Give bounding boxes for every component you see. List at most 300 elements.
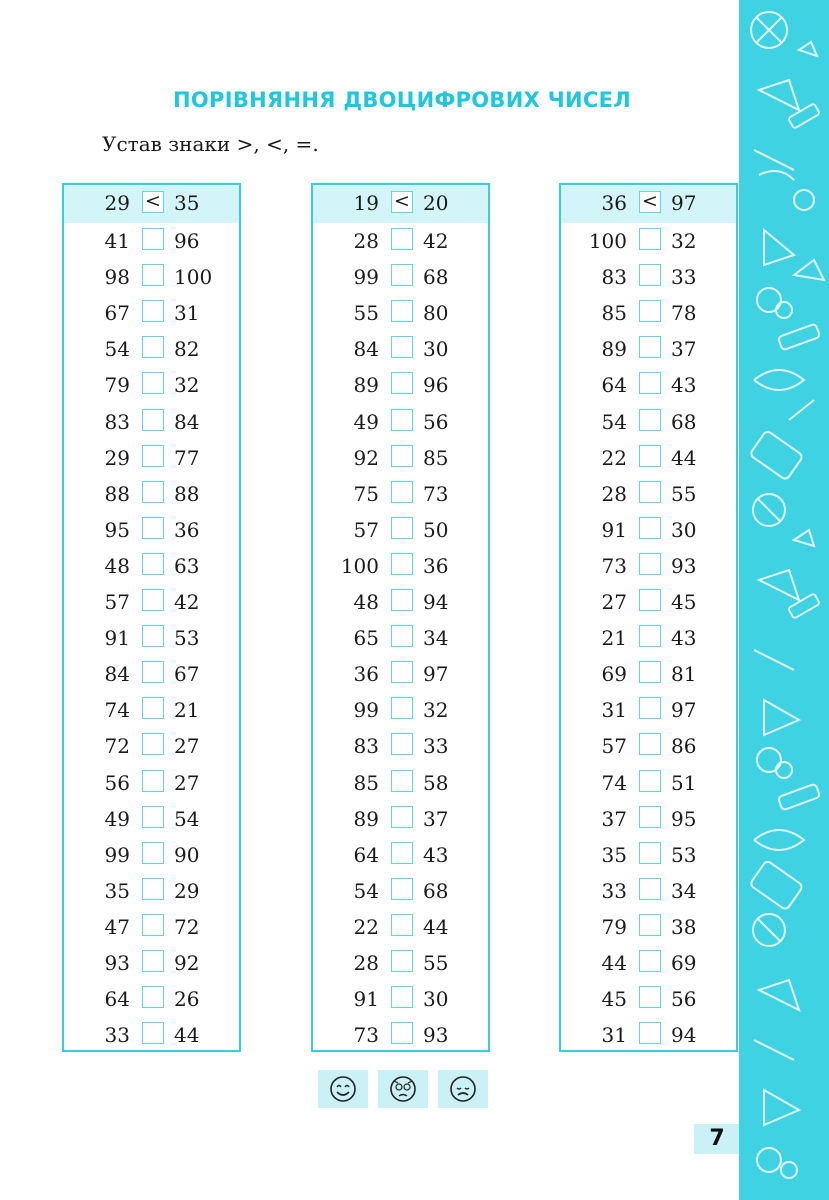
sign-input-box[interactable] <box>639 336 661 358</box>
sign-input-box[interactable] <box>142 697 164 719</box>
left-number: 22 <box>601 445 627 470</box>
right-number: 73 <box>423 481 449 506</box>
sign-input-box[interactable] <box>639 625 661 647</box>
comparison-row <box>313 909 488 945</box>
comparison-row <box>561 476 736 512</box>
right-number: 56 <box>671 987 697 1012</box>
left-number: 47 <box>104 914 130 939</box>
right-number: 35 <box>174 191 200 215</box>
right-number: 43 <box>671 373 697 398</box>
sign-input-box[interactable] <box>639 553 661 575</box>
left-number: 74 <box>601 770 627 795</box>
left-number: 100 <box>340 553 379 578</box>
comparison-row <box>561 512 736 548</box>
left-number: 89 <box>601 337 627 362</box>
left-number: 79 <box>104 373 130 398</box>
comparison-row <box>313 692 488 728</box>
right-number: 44 <box>423 914 449 939</box>
right-number: 63 <box>174 553 200 578</box>
comparison-row <box>561 620 736 656</box>
right-number: 68 <box>423 878 449 903</box>
sign-input-box[interactable] <box>639 806 661 828</box>
left-number: 49 <box>104 806 130 831</box>
right-number: 38 <box>671 914 697 939</box>
comparison-row <box>64 765 239 801</box>
right-number: 93 <box>671 553 697 578</box>
comparison-row <box>64 728 239 764</box>
comparison-row <box>64 295 239 331</box>
left-number: 37 <box>601 806 627 831</box>
left-number: 93 <box>104 951 130 975</box>
sign-input-box[interactable] <box>391 986 413 1008</box>
left-number: 57 <box>601 734 627 759</box>
comparison-row <box>561 873 736 909</box>
comparison-row <box>64 873 239 909</box>
comparison-column-2 <box>311 183 490 1052</box>
right-number: 77 <box>174 445 200 470</box>
left-number: 91 <box>104 626 130 651</box>
right-number: 30 <box>423 987 449 1012</box>
right-number: 84 <box>174 409 200 434</box>
left-number: 35 <box>104 878 130 903</box>
comparison-row <box>64 837 239 873</box>
right-number: 37 <box>671 337 697 362</box>
right-number: 53 <box>671 842 697 867</box>
example-row <box>313 185 488 223</box>
sign-box: < <box>142 191 164 213</box>
left-number: 44 <box>601 951 627 975</box>
comparison-row <box>64 548 239 584</box>
right-number: 33 <box>671 265 697 290</box>
comparison-row <box>64 476 239 512</box>
right-number: 43 <box>671 626 697 651</box>
comparison-row <box>64 404 239 440</box>
sign-input-box[interactable] <box>142 878 164 900</box>
comparison-row <box>561 909 736 945</box>
comparison-row <box>561 765 736 801</box>
sign-input-box[interactable] <box>142 264 164 286</box>
comparison-row <box>64 440 239 476</box>
self-assessment <box>318 1070 488 1108</box>
comparison-row <box>313 801 488 837</box>
right-number: 32 <box>174 373 200 398</box>
left-number: 89 <box>353 373 379 398</box>
comparison-column-1 <box>62 183 241 1052</box>
right-number: 67 <box>174 662 200 687</box>
sign-box: < <box>391 191 413 213</box>
sign-input-box[interactable] <box>391 553 413 575</box>
left-number: 54 <box>601 409 627 434</box>
happy-face-icon[interactable] <box>318 1070 368 1108</box>
left-number: 29 <box>104 191 130 215</box>
sad-face-icon[interactable] <box>438 1070 488 1108</box>
left-number: 74 <box>104 698 130 723</box>
left-number: 64 <box>104 987 130 1012</box>
sign-input-box[interactable] <box>142 625 164 647</box>
comparison-row <box>313 837 488 873</box>
comparison-row <box>561 801 736 837</box>
comparison-row <box>64 801 239 837</box>
sign-input-box[interactable] <box>391 770 413 792</box>
comparison-row <box>64 1017 239 1053</box>
left-number: 83 <box>104 409 130 434</box>
sign-input-box[interactable] <box>639 300 661 322</box>
left-number: 33 <box>104 1023 130 1048</box>
sign-input-box[interactable] <box>391 372 413 394</box>
left-number: 85 <box>601 301 627 326</box>
sign-input-box[interactable] <box>142 842 164 864</box>
right-number: 68 <box>671 409 697 434</box>
comparison-row <box>313 259 488 295</box>
left-number: 67 <box>104 301 130 326</box>
right-number: 95 <box>671 806 697 831</box>
comparison-row <box>561 656 736 692</box>
sign-input-box[interactable] <box>391 589 413 611</box>
sign-input-box[interactable] <box>142 733 164 755</box>
sign-input-box[interactable] <box>142 950 164 972</box>
left-number: 31 <box>601 698 627 723</box>
sign-input-box[interactable] <box>639 986 661 1008</box>
comparison-row <box>561 837 736 873</box>
comparison-row <box>561 223 736 259</box>
comparison-row <box>313 440 488 476</box>
sign-input-box[interactable] <box>142 1022 164 1044</box>
left-number: 89 <box>353 806 379 831</box>
left-number: 92 <box>353 445 379 470</box>
sign-input-box[interactable] <box>639 409 661 431</box>
page-number: 7 <box>694 1124 740 1154</box>
sign-input-box[interactable] <box>391 806 413 828</box>
page-title: ПОРІВНЯННЯ ДВОЦИФРОВИХ ЧИСЕЛ <box>173 88 631 112</box>
comparison-row <box>313 981 488 1017</box>
sign-input-box[interactable] <box>639 445 661 467</box>
right-number: 80 <box>423 301 449 326</box>
right-number: 26 <box>174 987 200 1012</box>
comparison-row <box>313 584 488 620</box>
right-number: 29 <box>174 878 200 903</box>
right-number: 44 <box>174 1023 200 1048</box>
right-number: 34 <box>671 878 697 903</box>
right-number: 88 <box>174 481 200 506</box>
right-number: 78 <box>671 301 697 326</box>
left-number: 100 <box>588 229 627 253</box>
right-number: 72 <box>174 914 200 939</box>
right-number: 96 <box>423 373 449 398</box>
left-number: 99 <box>104 842 130 867</box>
left-number: 64 <box>353 842 379 867</box>
sign-input-box[interactable] <box>639 842 661 864</box>
right-number: 53 <box>174 626 200 651</box>
sign-input-box[interactable] <box>639 733 661 755</box>
sign-input-box[interactable] <box>639 950 661 972</box>
comparison-row <box>64 367 239 403</box>
left-number: 79 <box>601 914 627 939</box>
sign-input-box[interactable] <box>391 697 413 719</box>
instruction-text: Устав знаки >, <, =. <box>102 132 319 156</box>
comparison-row <box>313 1017 488 1053</box>
left-number: 28 <box>353 951 379 975</box>
sign-input-box[interactable] <box>142 806 164 828</box>
right-number: 94 <box>671 1023 697 1048</box>
comparison-row <box>561 548 736 584</box>
comparison-row <box>64 331 239 367</box>
sign-input-box[interactable] <box>639 661 661 683</box>
comparison-row <box>313 331 488 367</box>
left-number: 28 <box>601 481 627 506</box>
sign-input-box[interactable] <box>142 770 164 792</box>
right-number: 69 <box>671 951 697 975</box>
comparison-row <box>313 728 488 764</box>
left-number: 91 <box>353 987 379 1012</box>
sign-input-box[interactable] <box>391 878 413 900</box>
left-number: 48 <box>104 553 130 578</box>
left-number: 36 <box>601 191 627 215</box>
sign-input-box[interactable] <box>391 517 413 539</box>
sign-input-box[interactable] <box>391 336 413 358</box>
left-number: 56 <box>104 770 130 795</box>
sign-input-box[interactable] <box>142 445 164 467</box>
comparison-row <box>64 945 239 981</box>
sign-input-box[interactable] <box>639 770 661 792</box>
comparison-row <box>64 223 239 259</box>
sign-input-box[interactable] <box>391 445 413 467</box>
sign-input-box[interactable] <box>142 553 164 575</box>
right-number: 90 <box>174 842 200 867</box>
left-number: 91 <box>601 517 627 542</box>
sign-input-box[interactable] <box>142 914 164 936</box>
right-number: 51 <box>671 770 697 795</box>
left-number: 88 <box>104 481 130 506</box>
comparison-row <box>561 728 736 764</box>
right-number: 58 <box>423 770 449 795</box>
right-number: 100 <box>174 265 213 290</box>
sign-input-box[interactable] <box>639 372 661 394</box>
comparison-row <box>64 981 239 1017</box>
left-number: 98 <box>104 265 130 290</box>
left-number: 99 <box>353 265 379 290</box>
left-number: 57 <box>353 517 379 542</box>
sign-input-box[interactable] <box>391 950 413 972</box>
comparison-column-3 <box>559 183 738 1052</box>
example-row <box>64 185 239 223</box>
left-number: 54 <box>353 878 379 903</box>
left-number: 22 <box>353 914 379 939</box>
left-number: 48 <box>353 590 379 614</box>
comparison-row <box>561 404 736 440</box>
left-number: 84 <box>353 337 379 362</box>
left-number: 57 <box>104 590 130 614</box>
left-number: 83 <box>353 734 379 759</box>
comparison-row <box>561 367 736 403</box>
right-number: 33 <box>423 734 449 759</box>
left-number: 21 <box>601 626 627 651</box>
sign-input-box[interactable] <box>391 914 413 936</box>
comparison-row <box>561 945 736 981</box>
surprised-face-icon[interactable] <box>378 1070 428 1108</box>
right-number: 68 <box>423 265 449 290</box>
left-number: 54 <box>104 337 130 362</box>
math-doodle-pattern-icon <box>739 0 829 1200</box>
left-number: 27 <box>601 590 627 614</box>
sign-input-box[interactable] <box>142 481 164 503</box>
sign-input-box[interactable] <box>391 625 413 647</box>
left-number: 83 <box>601 265 627 290</box>
right-number: 93 <box>423 1023 449 1048</box>
right-number: 21 <box>174 698 200 723</box>
left-number: 85 <box>353 770 379 795</box>
comparison-row <box>561 295 736 331</box>
sign-input-box[interactable] <box>142 986 164 1008</box>
right-number: 55 <box>671 481 697 506</box>
sign-input-box[interactable] <box>391 1022 413 1044</box>
example-row <box>561 185 736 223</box>
sign-input-box[interactable] <box>142 517 164 539</box>
right-number: 97 <box>671 698 697 723</box>
right-number: 56 <box>423 409 449 434</box>
left-number: 31 <box>601 1023 627 1048</box>
comparison-row <box>561 692 736 728</box>
sign-input-box[interactable] <box>639 264 661 286</box>
left-number: 72 <box>104 734 130 759</box>
left-number: 55 <box>353 301 379 326</box>
comparison-row <box>313 873 488 909</box>
sign-input-box[interactable] <box>391 264 413 286</box>
right-number: 92 <box>174 951 200 975</box>
left-number: 95 <box>104 517 130 542</box>
comparison-row <box>561 259 736 295</box>
comparison-row <box>561 1017 736 1053</box>
right-number: 43 <box>423 842 449 867</box>
right-number: 94 <box>423 590 449 614</box>
right-number: 30 <box>423 337 449 362</box>
left-number: 73 <box>353 1023 379 1048</box>
right-number: 42 <box>423 229 449 253</box>
left-number: 65 <box>353 626 379 651</box>
left-number: 49 <box>353 409 379 434</box>
sign-input-box[interactable] <box>639 914 661 936</box>
left-number: 69 <box>601 662 627 687</box>
left-number: 99 <box>353 698 379 723</box>
right-number: 31 <box>174 301 200 326</box>
left-number: 33 <box>601 878 627 903</box>
left-number: 75 <box>353 481 379 506</box>
left-number: 35 <box>601 842 627 867</box>
sign-input-box[interactable] <box>142 589 164 611</box>
comparison-row <box>313 620 488 656</box>
right-number: 97 <box>423 662 449 687</box>
comparison-row <box>313 476 488 512</box>
right-number: 86 <box>671 734 697 759</box>
comparison-row <box>561 981 736 1017</box>
right-number: 45 <box>671 590 697 614</box>
comparison-row <box>64 584 239 620</box>
comparison-row <box>313 223 488 259</box>
sign-input-box[interactable] <box>639 589 661 611</box>
sign-input-box[interactable] <box>639 878 661 900</box>
sign-box: < <box>639 191 661 213</box>
sign-input-box[interactable] <box>142 300 164 322</box>
left-number: 73 <box>601 553 627 578</box>
comparison-row <box>64 259 239 295</box>
decorative-math-border <box>739 0 829 1200</box>
left-number: 28 <box>353 229 379 253</box>
comparison-row <box>64 512 239 548</box>
left-number: 84 <box>104 662 130 687</box>
right-number: 32 <box>423 698 449 723</box>
right-number: 97 <box>671 191 697 215</box>
left-number: 19 <box>353 191 379 215</box>
comparison-row <box>64 692 239 728</box>
sign-input-box[interactable] <box>639 517 661 539</box>
comparison-row <box>313 512 488 548</box>
right-number: 55 <box>423 951 449 975</box>
sign-input-box[interactable] <box>142 336 164 358</box>
sign-input-box[interactable] <box>391 481 413 503</box>
sign-input-box[interactable] <box>142 661 164 683</box>
sign-input-box[interactable] <box>391 409 413 431</box>
sign-input-box[interactable] <box>639 228 661 250</box>
right-number: 42 <box>174 590 200 614</box>
sign-input-box[interactable] <box>391 842 413 864</box>
right-number: 85 <box>423 445 449 470</box>
right-number: 37 <box>423 806 449 831</box>
right-number: 81 <box>671 662 697 687</box>
right-number: 36 <box>174 517 200 542</box>
right-number: 32 <box>671 229 697 253</box>
right-number: 44 <box>671 445 697 470</box>
comparison-row <box>561 331 736 367</box>
comparison-row <box>561 584 736 620</box>
comparison-row <box>313 945 488 981</box>
comparison-row <box>64 656 239 692</box>
sign-input-box[interactable] <box>639 697 661 719</box>
sign-input-box[interactable] <box>639 481 661 503</box>
comparison-row <box>64 620 239 656</box>
right-number: 27 <box>174 734 200 759</box>
sign-input-box[interactable] <box>391 661 413 683</box>
sign-input-box[interactable] <box>142 409 164 431</box>
comparison-row <box>313 404 488 440</box>
comparison-row <box>313 656 488 692</box>
left-number: 45 <box>601 987 627 1012</box>
left-number: 36 <box>353 662 379 687</box>
right-number: 36 <box>423 553 449 578</box>
comparison-row <box>313 367 488 403</box>
comparison-row <box>313 295 488 331</box>
sign-input-box[interactable] <box>391 228 413 250</box>
left-number: 41 <box>104 229 130 253</box>
comparison-row <box>313 548 488 584</box>
comparison-row <box>313 765 488 801</box>
right-number: 20 <box>423 191 449 215</box>
right-number: 50 <box>423 517 449 542</box>
right-number: 82 <box>174 337 200 362</box>
right-number: 96 <box>174 229 200 253</box>
comparison-row <box>64 909 239 945</box>
right-number: 30 <box>671 517 697 542</box>
right-number: 54 <box>174 806 200 831</box>
sign-input-box[interactable] <box>142 372 164 394</box>
sign-input-box[interactable] <box>639 1022 661 1044</box>
left-number: 64 <box>601 373 627 398</box>
sign-input-box[interactable] <box>391 733 413 755</box>
right-number: 34 <box>423 626 449 651</box>
sign-input-box[interactable] <box>391 300 413 322</box>
left-number: 29 <box>104 445 130 470</box>
sign-input-box[interactable] <box>142 228 164 250</box>
right-number: 27 <box>174 770 200 795</box>
comparison-row <box>561 440 736 476</box>
